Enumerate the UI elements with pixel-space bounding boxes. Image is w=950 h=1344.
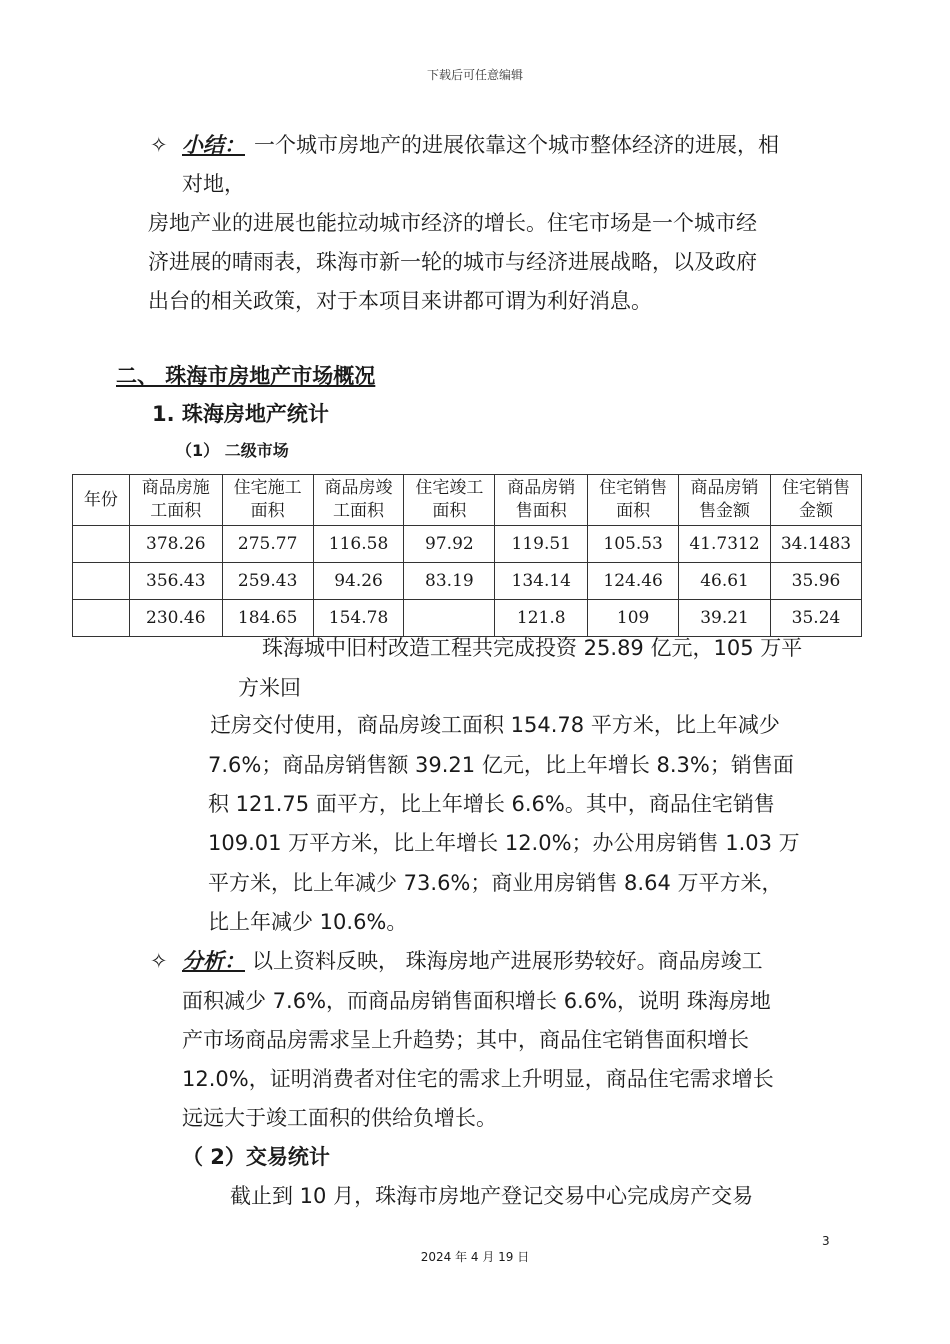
table-header-cell [404,475,495,526]
page-number: 3 [822,1234,830,1248]
table-cell: 109 [588,600,679,637]
analysis-line-5: 远远大于竣工面积的供给负增长。 [182,1106,497,1130]
table-header-row [73,475,862,526]
table-header-cell [313,475,404,526]
table-header-text: 住宅竣工 [415,478,484,498]
analysis-label: 分析： [182,949,245,973]
table-header-text: 商品房施 [141,478,210,498]
table-cell: 184.65 [222,600,313,637]
table-cell: 97.92 [404,526,495,563]
table-cell [404,600,495,637]
section-2-1-2-title: （ 2）交易统计 [182,1145,330,1169]
summary-line-1: 一个城市房地产的进展依靠这个城市整体经济的进展，相 [254,133,779,157]
para1-line-1: 珠海城中旧村改造工程共完成投资 25.89 亿元，105 万平 [262,636,803,660]
table-header-text: 面积 [432,501,467,521]
summary-line-4: 济进展的晴雨表，珠海市新一轮的城市与经济进展战略，以及政府 [148,250,757,274]
table-header-cell [129,475,222,526]
table-header-cell [588,475,679,526]
analysis-line-4: 12.0%，证明消费者对住宅的需求上升明显，商品住宅需求增长 [182,1067,774,1091]
para2-line-1: 截止到 10 月，珠海市房地产登记交易中心完成房产交易 [230,1184,754,1208]
table-cell: 105.53 [588,526,679,563]
table-row [73,600,862,637]
para1-line-3: 迁房交付使用，商品房竣工面积 154.78 平方米，比上年减少 [210,713,780,737]
table-cell: 116.58 [313,526,404,563]
page-header: 下载后可任意编辑 [426,68,523,82]
table-cell [73,600,130,637]
analysis-line-1: 以上资料反映， 珠海房地产进展形势较好。商品房竣工 [252,949,763,973]
table-header-text: 商品房销 [690,478,759,498]
table-header-cell [222,475,313,526]
table-cell: 124.46 [588,563,679,600]
table-header-text: 年份 [83,489,118,510]
para1-line-8: 比上年减少 10.6%。 [208,910,408,934]
table-cell: 41.7312 [679,526,771,563]
table-cell: 83.19 [404,563,495,600]
summary-bullet: ✧ [150,133,168,157]
table-header-text: 面积 [250,501,285,521]
table-cell: 46.61 [679,563,771,600]
para1-line-5: 积 121.75 面平方，比上年增长 6.6%。其中，商品住宅销售 [208,792,775,816]
table-cell [73,563,130,600]
footer-date: 2024 年 4 月 19 日 [420,1250,530,1264]
table-header-text: 住宅施工 [233,478,302,498]
table-header-text: 售面积 [515,501,567,521]
para1-line-7: 平方米，比上年减少 73.6%；商业用房销售 8.64 万平方米， [208,871,783,895]
table-cell: 119.51 [495,526,588,563]
section-2-title: 二、 珠海市房地产市场概况 [116,364,376,388]
summary-line-3: 房地产业的进展也能拉动城市经济的增长。住宅市场是一个城市经 [148,211,757,235]
table-cell [73,526,130,563]
table-header-text: 工面积 [150,501,202,521]
para1-line-2: 方米回 [238,676,301,700]
table-header-text: 商品房销 [507,478,576,498]
table-cell: 34.1483 [770,526,861,563]
table-cell: 35.96 [770,563,861,600]
table-row [73,563,862,600]
para1-line-6: 109.01 万平方米，比上年增长 12.0%；办公用房销售 1.03 万 [208,831,800,855]
analysis-bullet: ✧ [150,949,168,973]
stats-table [72,474,862,637]
table-header-text: 住宅销售 [599,478,668,498]
table-cell: 259.43 [222,563,313,600]
table-cell: 94.26 [313,563,404,600]
table-cell: 35.24 [770,600,861,637]
table-header-text: 售金额 [699,501,751,521]
table-cell: 39.21 [679,600,771,637]
table-header-text: 商品房竣 [324,478,393,498]
table-cell: 121.8 [495,600,588,637]
table-header-text: 工面积 [333,501,385,521]
summary-line-2: 对地， [182,172,245,196]
table-row [73,526,862,563]
table-header-cell [679,475,771,526]
table-header-cell [770,475,861,526]
section-2-1-title: 1. 珠海房地产统计 [152,402,329,426]
table-header-text: 金额 [798,501,833,521]
table-cell: 356.43 [129,563,222,600]
table-cell: 154.78 [313,600,404,637]
analysis-line-2: 面积减少 7.6%，而商品房销售面积增长 6.6%，说明 珠海房地 [182,989,771,1013]
table-header-text: 住宅销售 [781,478,850,498]
para1-line-4: 7.6%；商品房销售额 39.21 亿元，比上年增长 8.3%；销售面 [208,753,794,777]
summary-label: 小结： [182,133,245,157]
table-header-cell [73,475,130,526]
analysis-line-3: 产市场商品房需求呈上升趋势；其中，商品住宅销售面积增长 [182,1028,749,1052]
table-cell: 378.26 [129,526,222,563]
table-cell: 230.46 [129,600,222,637]
section-2-1-1-title: （1） 二级市场 [176,441,289,460]
summary-line-5: 出台的相关政策，对于本项目来讲都可谓为利好消息。 [148,289,652,313]
table-cell: 275.77 [222,526,313,563]
table-header-text: 面积 [616,501,651,521]
table-header-cell [495,475,588,526]
table-cell: 134.14 [495,563,588,600]
